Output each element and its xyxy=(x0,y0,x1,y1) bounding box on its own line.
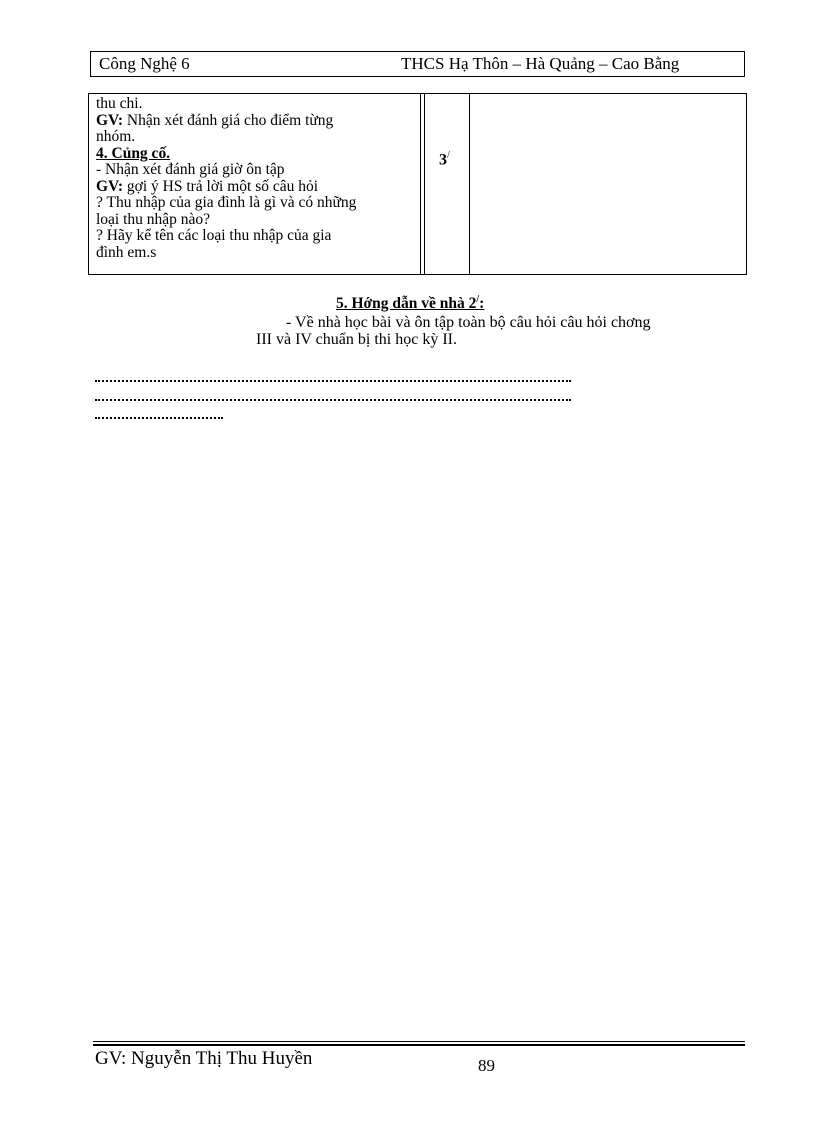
dotted-line xyxy=(95,417,223,419)
lesson-table xyxy=(88,93,747,275)
homework-line: - Về nhà học bài và ôn tập toàn bộ câu hỏi câu hỏi chơng xyxy=(286,314,651,331)
dotted-line xyxy=(95,399,571,401)
teacher-name: GV: Nguyễn Thị Thu Huyền xyxy=(95,1048,313,1069)
section-4-heading: 4. Củng cố. xyxy=(96,144,171,162)
gv-text: Nhận xét đánh giá cho điểm từng xyxy=(123,111,334,129)
text-line: ? Hãy kể tên các loại thu nhập của gia xyxy=(96,227,332,244)
text-line xyxy=(96,113,416,130)
gv-label: GV: xyxy=(96,111,123,129)
text-line: loại thu nhập nào? xyxy=(96,210,211,228)
time-cell xyxy=(439,150,450,169)
section-5-title: 5. Hớng dẫn về nhà 2 xyxy=(336,295,477,313)
table-divider xyxy=(420,94,421,274)
subject-title: Công Nghệ 6 xyxy=(99,54,190,73)
section-5-colon: : xyxy=(479,295,485,313)
gv-label: GV: xyxy=(96,177,123,195)
footer-rule xyxy=(93,1041,745,1042)
text-line: đình em.s xyxy=(96,243,157,261)
activity-column xyxy=(96,96,416,261)
page-header xyxy=(90,51,745,77)
section-5-heading xyxy=(336,294,484,313)
time-value: 3 xyxy=(439,151,447,169)
page-number: 89 xyxy=(478,1056,495,1075)
dotted-line xyxy=(95,380,571,382)
time-mark: / xyxy=(447,150,450,161)
text-line: thu chi. xyxy=(96,95,143,112)
gv-text: gợi ý HS trả lời một số câu hỏi xyxy=(123,177,319,195)
text-line: - Nhận xét đánh giá giờ ôn tập xyxy=(96,161,285,178)
section-5-mark: / xyxy=(476,294,480,305)
table-divider xyxy=(424,94,425,274)
text-line xyxy=(96,179,416,196)
footer-rule xyxy=(93,1044,745,1046)
text-line: ? Thu nhập của gia đình là gì và có những xyxy=(96,194,357,211)
school-name: THCS Hạ Thôn – Hà Quảng – Cao Bằng xyxy=(401,54,680,73)
table-divider xyxy=(469,94,470,274)
homework-line: III và IV chuẩn bị thi học kỳ II. xyxy=(256,331,457,348)
text-line: nhóm. xyxy=(96,128,136,145)
